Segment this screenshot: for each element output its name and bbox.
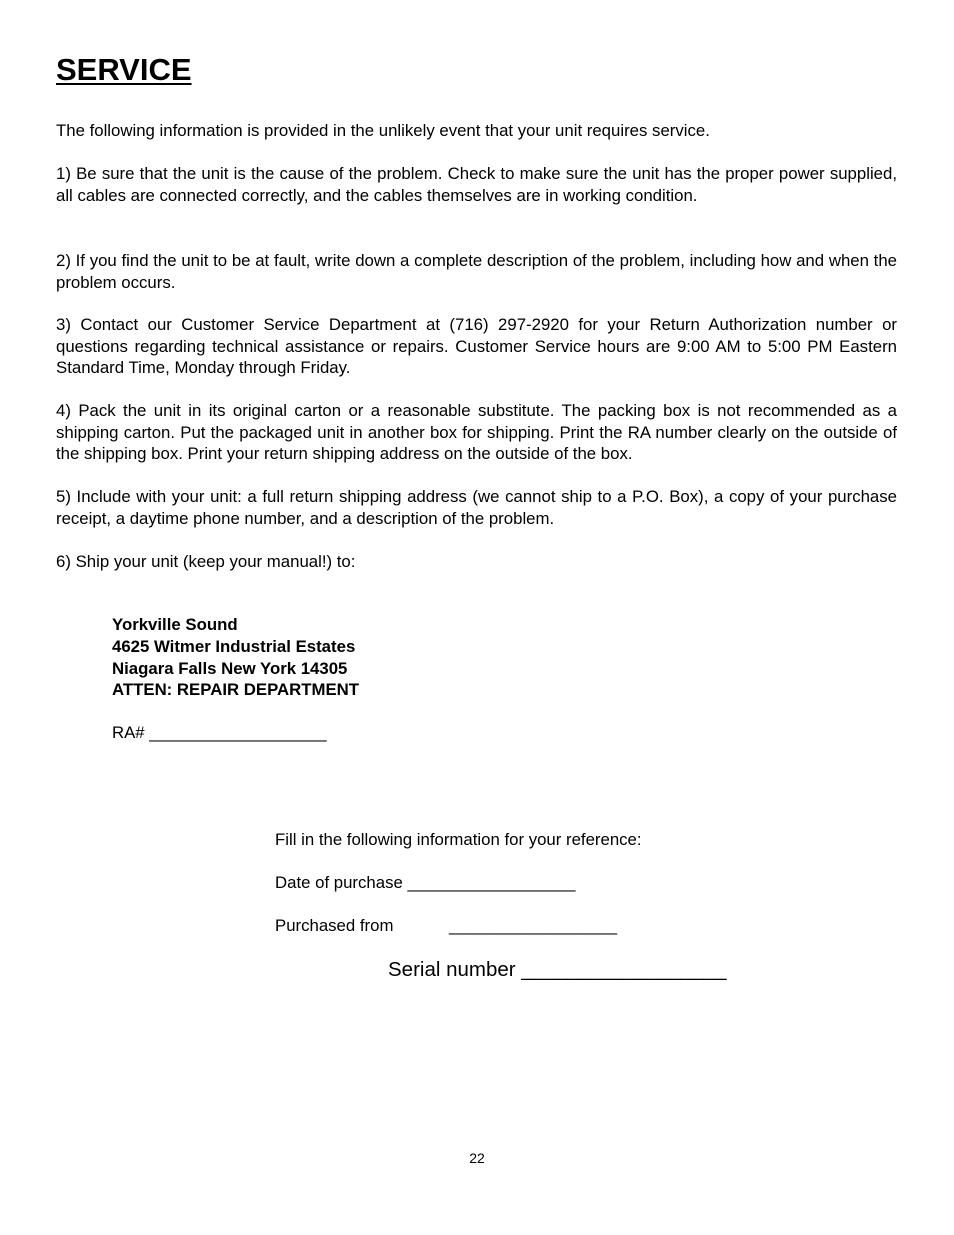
serial-number-field: Serial number __________________	[388, 958, 727, 981]
address-line: Yorkville Sound	[112, 615, 238, 634]
address-line: Niagara Falls New York 14305	[112, 658, 348, 678]
purchased-from-label: Purchased from	[275, 916, 394, 935]
step-2: 2) If you find the unit to be at fault, write down a complete description of the problem, including how and when the problem occurs.	[56, 251, 897, 292]
intro-paragraph: The following information is provided in the unlikely event that your unit requires service.	[56, 121, 710, 140]
date-of-purchase-field: Date of purchase __________________	[275, 873, 576, 892]
address-line: 4625 Witmer Industrial Estates	[112, 636, 356, 656]
purchased-from-line: __________________	[449, 916, 617, 935]
shipping-address	[112, 614, 359, 701]
step-5: 5) Include with your unit: a full return shipping address (we cannot ship to a P.O. Box), a copy of your purchase receipt, a daytime phone number, and a description of the problem.	[56, 487, 897, 528]
page-title: SERVICE	[56, 52, 192, 87]
ra-number-field: RA# ___________________	[112, 723, 327, 742]
step-1: 1) Be sure that the unit is the cause of the problem. Check to make sure the unit has the proper power supplied, all cables are connected correctly, and the cables themselves are in working condition.	[56, 164, 897, 205]
step-6: 6) Ship your unit (keep your manual!) to:	[56, 552, 356, 571]
reference-heading: Fill in the following information for your reference:	[275, 830, 642, 849]
step-4: 4) Pack the unit in its original carton or a reasonable substitute. The packing box is not recommended as a shipping carton. Put the packaged unit in another box for shipping. Print the RA number clearly on the outside of the shipping box. Print your return shipping address on the outside of the box.	[56, 401, 897, 464]
step-3: 3) Contact our Customer Service Department at (716) 297-2920 for your Return Authorization number or questions regarding technical assistance or repairs. Customer Service hours are 9:00 AM to 5:00 PM Eastern Standard Time, Monday through Friday.	[56, 315, 897, 378]
page-number: 22	[469, 1150, 485, 1166]
address-line: ATTEN: REPAIR DEPARTMENT	[112, 680, 360, 700]
